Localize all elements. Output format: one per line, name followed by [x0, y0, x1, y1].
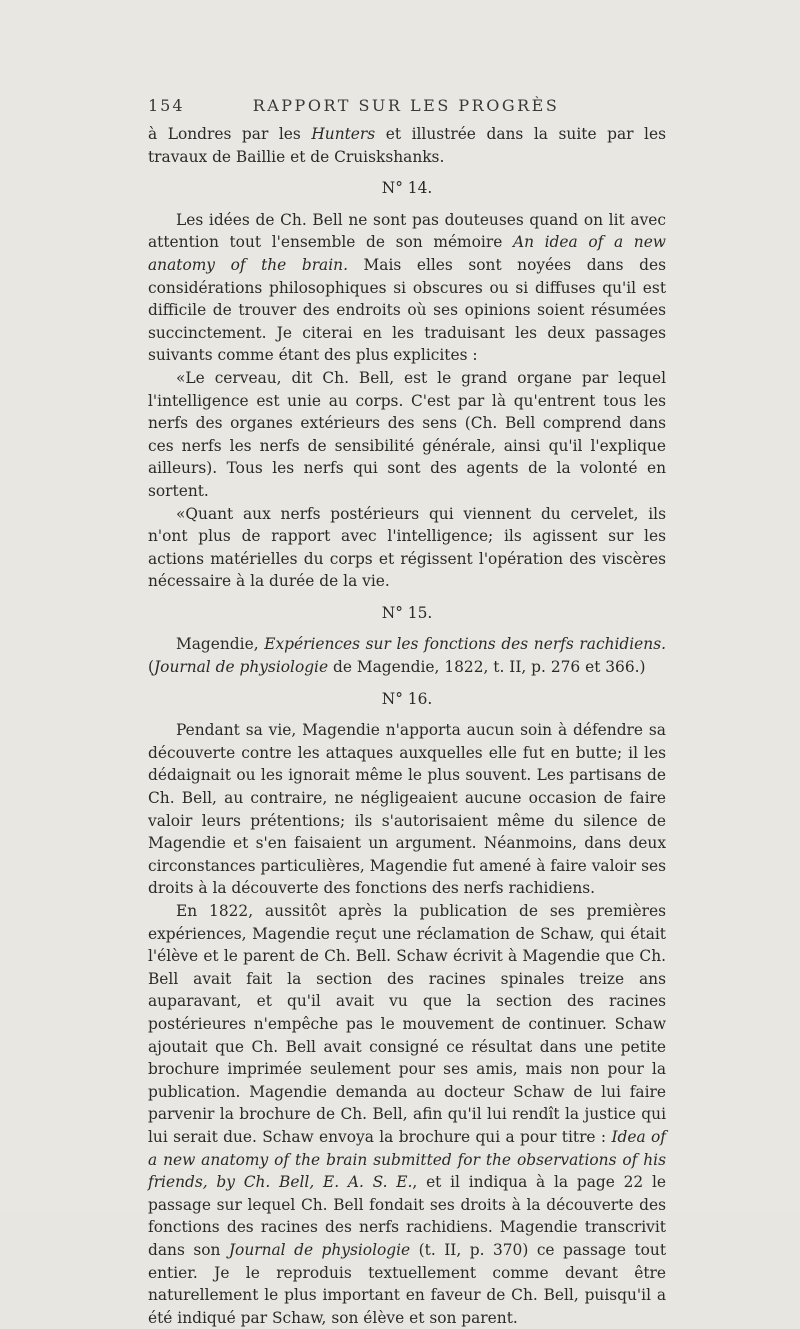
text-run: à Londres par les: [148, 125, 312, 143]
text-run: et illustrée dans la suite par les travaux de Baillie et de Cruiskshanks.: [148, 125, 666, 166]
text-run: En 1822, aussitôt après la publication de ses premières expériences, Magendie reçut une réclamation de Schaw, qui était l'élève et le parent de Ch. Bell. Schaw écrivit à Magendie que Ch. Bell avait fait la section des racines spinales treize ans auparavant, et qu'il avait vu que la section des racines postérieures n'empêche pas le mouvement de continuer. Schaw ajoutait que Ch. Bell avait consigné ce résultat dans une petite brochure imprimée seulement pour ses amis, mais non pour la publication. Magendie demanda au docteur Schaw de lui faire parvenir la brochure de Ch. Bell, afin qu'il lui rendît la justice qui lui serait due. Schaw envoya la brochure qui a pour titre :: [148, 902, 666, 1146]
section-heading-15: N° 15.: [381, 603, 433, 622]
section-heading-16: N° 16.: [381, 689, 433, 708]
text-run: (: [148, 658, 155, 677]
text-run: de Magendie, 1822, t. II, p. 276 et 366.): [328, 658, 646, 677]
running-header: [148, 96, 664, 120]
italic-run: An idea of a new anatomy of the brain.: [148, 233, 666, 274]
running-title: RAPPORT SUR LES PROGRÈS: [252, 96, 560, 115]
italic-run: Expériences sur les fonctions des nerfs rachidiens.: [264, 635, 666, 654]
paragraph-15: [148, 633, 666, 678]
text-run: (t. II, p. 370) ce passage tout entier. Je le reproduis textuellement comme devant être naturellement le plus important en faveur de Ch. Bell, puisqu'il a été indiqué par Schaw, son élève et son parent.: [148, 1240, 667, 1327]
quote-paragraph-1: «Le cerveau, dit Ch. Bell, est le grand organe par lequel l'intelligence est unie au corps. C'est par là qu'entrent tous les nerfs des organes extérieurs des sens (Ch. Bell comprend dans ces nerfs les nerfs de sensibilité générale, ainsi qu'il l'explique ailleurs). Tous les nerfs qui sont des agents de la volonté en sortent.: [148, 368, 666, 500]
paragraph-16-a: Pendant sa vie, Magendie n'apporta aucun soin à défendre sa découverte contre les attaques auxquelles elle fut en butte; il les dédaignait ou les ignorait même le plus souvent. Les partisans de Ch. Bell, au contraire, ne négligeaient aucune occasion de faire valoir leurs prétentions; ils s'autorisaient même du silence de Magendie et s'en faisaient un argument. Néanmoins, dans deux circonstances particulières, Magendie fut amené à faire valoir ses droits à la découverte des fonctions des nerfs rachidiens.: [148, 721, 666, 898]
page-number: 154: [148, 96, 185, 115]
quote-paragraph-2: «Quant aux nerfs postérieurs qui viennent du cervelet, ils n'ont plus de rapport avec l'intelligence; ils agissent sur les actions matérielles du corps et régissent l'opération des viscères nécessaire à la durée de la vie.: [148, 504, 666, 591]
text-run: , et il indiqua à la page 22 le passage sur lequel Ch. Bell fondait ses droits à la découverte des fonctions des racines des nerfs rachidiens. Magendie transcrivit dans son: [148, 1173, 666, 1259]
italic-run: Hunters: [311, 125, 376, 143]
italic-run: Journal de physiologie: [228, 1240, 411, 1259]
italic-run: Journal de physiologie: [154, 658, 329, 677]
text-run: Magendie,: [176, 635, 265, 654]
paragraph-16-b: [148, 900, 666, 1329]
paragraph-intro: [148, 123, 666, 168]
text-run: Les idées de Ch. Bell ne sont pas douteuses quand on lit avec attention tout l'ensemble de son mémoire: [148, 210, 666, 252]
italic-run: Idea of a new anatomy of the brain submitted for the observations of his friends, by Ch. Bell, E. A. S. E.: [148, 1127, 666, 1192]
section-heading-14: N° 14.: [381, 179, 433, 198]
body-text: [148, 123, 666, 1329]
paragraph-14-intro: [148, 209, 666, 367]
text-run: Mais elles sont noyées dans des considérations philosophiques si obscures ou si diffuses qu'il est difficile de trouver des endroits où ses opinions soient résumées succinctement. Je citerai en les traduisant les deux passages suivants comme étant des plus explicites :: [148, 255, 666, 365]
